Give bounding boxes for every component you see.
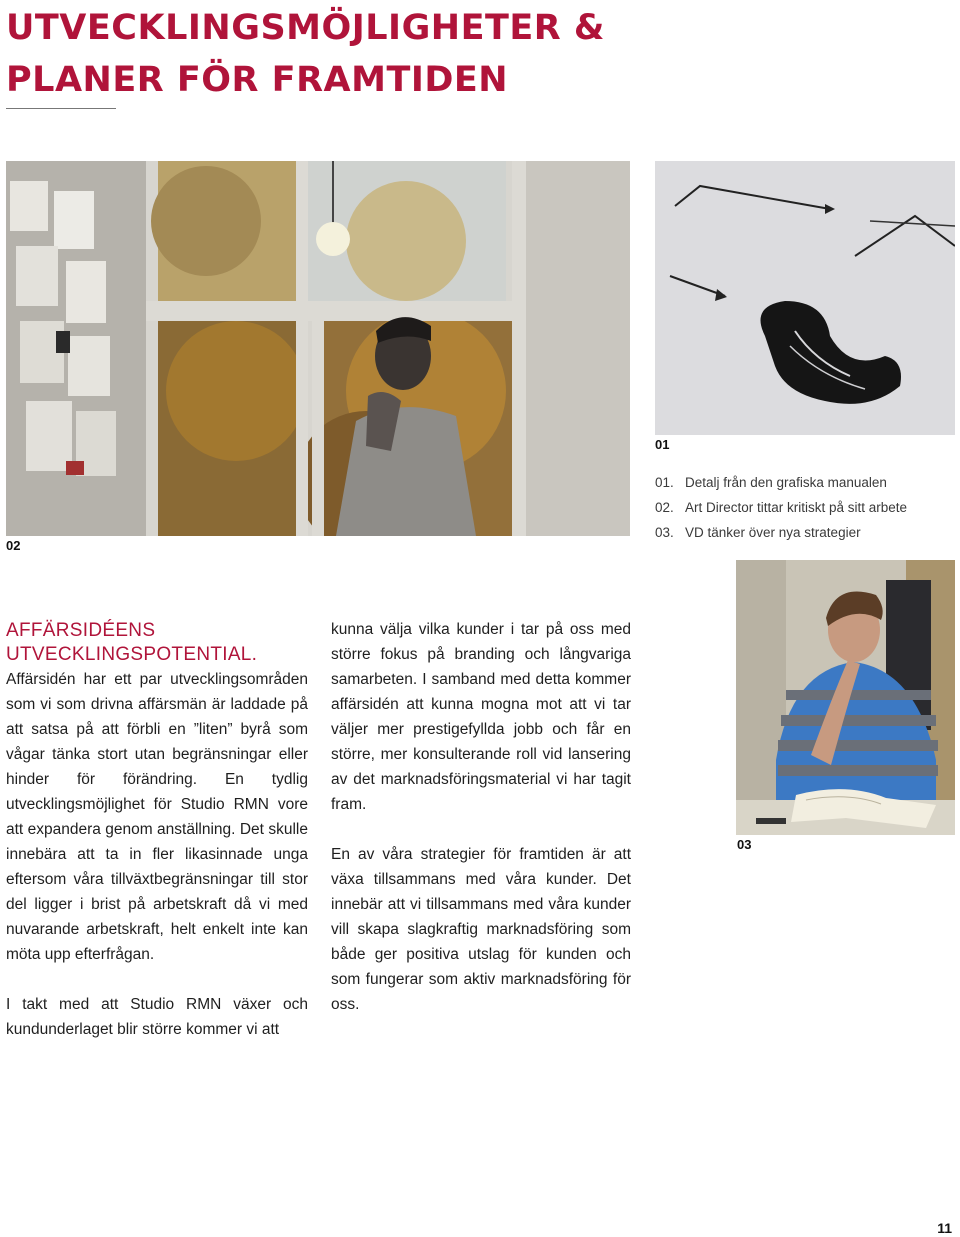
photo-01-label: 01 [655,437,670,452]
caption-number: 03. [655,525,674,540]
caption-text: Art Director tittar kritiskt på sitt arbete [685,500,908,515]
body-paragraph: I takt med att Studio RMN växer och kundunderlaget blir större kommer vi att [6,996,308,1038]
photo-02-label: 02 [6,538,21,553]
photo-03-label: 03 [737,837,752,852]
subheading-line-1: AFFÄRSIDÉENS [6,620,156,641]
caption-text: Detalj från den grafiska manualen [685,475,887,490]
caption-list [655,470,907,545]
text-column-right [331,617,631,1017]
caption-text: VD tänker över nya strategier [685,525,861,540]
body-paragraph: En av våra strategier för framtiden är att växa tillsammans med våra kunder. Det innebär att vi tillsammans med våra kunder vill skapa slagkraftig marknadsföring som både ger positiva utslag för kunden och som fungerar som aktiv marknadsföring för oss. [331,846,631,1013]
text-column-left [6,667,308,1042]
body-paragraph: Affärsidén har ett par utvecklingsområden som vi som drivna affärsmän är laddade på att satsa på att förbli en ”liten” byrå som vågar tänka stort utan begränsningar eller hinder för förändring. En tydlig utvecklingsmöjlighet för Studio RMN vore att expandera genom anställning. Det skulle innebära att ta in fler likasinnade unga eftersom våra tillväxtbegränsningar till stor del ligger i brist på arbetskraft då vi med nuvarande arbetskraft, helt enkelt inte kan möta upp efterfrågan. [6,671,308,963]
page-title [6,2,605,106]
section-subheading [6,619,257,667]
caption-item [655,470,907,495]
subheading-line-2: UTVECKLINGSPOTENTIAL. [6,644,258,665]
page-number: 11 [937,1220,952,1236]
caption-item [655,520,907,545]
photo-art-director-window [6,161,630,536]
caption-number: 01. [655,475,674,490]
photo-ceo-thinking [736,560,955,835]
caption-item [655,495,907,520]
page-title-line-2: PLANER FÖR FRAMTIDEN [6,60,509,100]
body-paragraph: kunna välja vilka kunder i tar på oss med större fokus på branding och långvariga samarbeten. I samband med detta kommer affärsidén att kunna mogna mot att vi tar väljer mer prestigefyllda jobb och får en större, mer konsulterande roll vid lansering av det marknadsföringsmaterial vi har tagit fram. [331,621,631,813]
title-divider [6,108,116,109]
caption-number: 02. [655,500,674,515]
page-title-line-1: UTVECKLINGSMÖJLIGHETER & [6,8,605,48]
photo-graphic-manual-detail [655,161,955,435]
